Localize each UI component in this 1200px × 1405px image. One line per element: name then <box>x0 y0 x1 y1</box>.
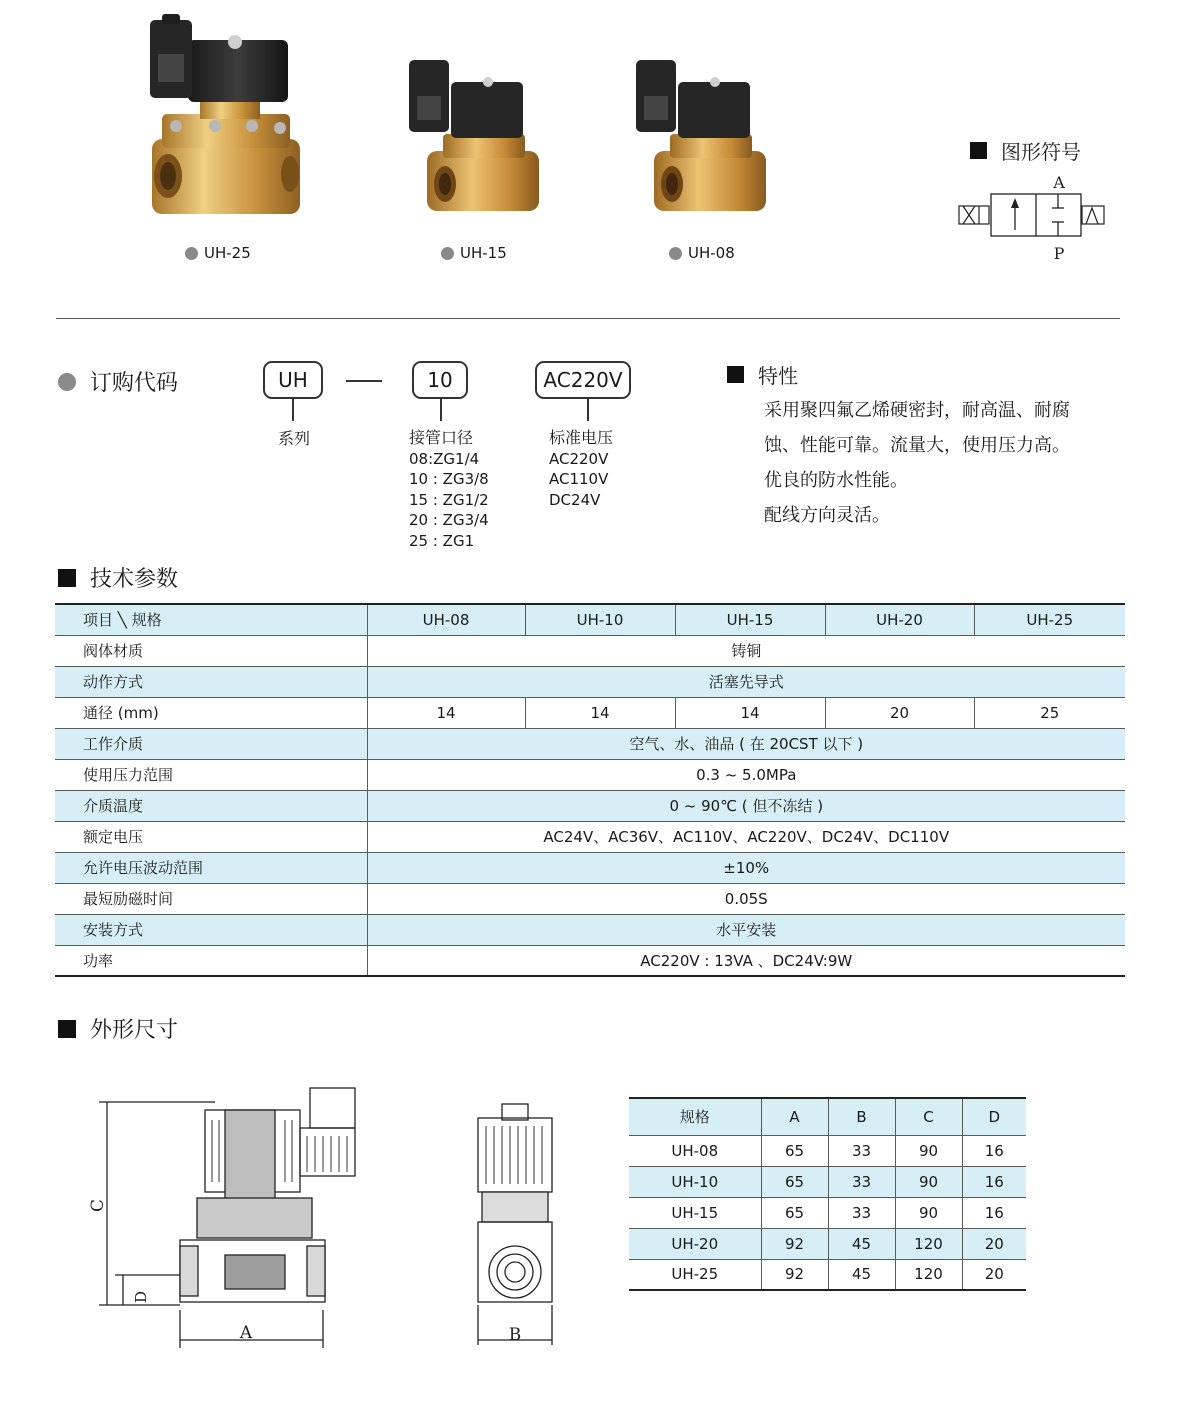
row-label: 工作介质 <box>55 728 367 759</box>
model-column-header: UH-25 <box>974 604 1125 635</box>
table-row <box>55 821 1125 852</box>
table-row <box>55 883 1125 914</box>
connector-line <box>587 399 589 421</box>
code-box-port: 10 <box>412 361 468 399</box>
dimension-c-label: C <box>88 1198 108 1212</box>
table-cell: UH-20 <box>629 1228 761 1259</box>
row-value: 0 ~ 90℃ ( 但不冻结 ) <box>367 790 1125 821</box>
code-box-voltage: AC220V <box>535 361 631 399</box>
valve-uh25-photo <box>140 14 310 224</box>
valve-section-drawing <box>85 1080 375 1355</box>
table-row <box>55 914 1125 945</box>
series-label: 系列 <box>278 429 311 448</box>
table-cell: 45 <box>828 1228 895 1259</box>
bullet-dot <box>441 247 454 260</box>
features-text <box>764 393 1070 533</box>
column-header: D <box>962 1098 1026 1135</box>
table-cell: 33 <box>828 1135 895 1166</box>
row-cell: 14 <box>525 697 675 728</box>
table-cell: 65 <box>761 1166 828 1197</box>
port-size-list <box>409 428 489 551</box>
table-cell: 90 <box>895 1135 962 1166</box>
port-size-title: 接管口径 <box>409 428 474 447</box>
table-row <box>55 728 1125 759</box>
square-bullet-icon <box>727 366 744 383</box>
feature-line: 采用聚四氟乙烯硬密封，耐高温、耐腐 <box>764 400 1070 421</box>
model-column-header: UH-10 <box>525 604 675 635</box>
section-divider <box>56 318 1120 319</box>
port-size-option: 20 : ZG3/4 <box>409 511 489 529</box>
table-cell: 90 <box>895 1197 962 1228</box>
row-label: 通径 (mm) <box>55 697 367 728</box>
dimension-table <box>629 1097 1026 1291</box>
row-label: 允许电压波动范围 <box>55 852 367 883</box>
model-column-header: UH-20 <box>825 604 974 635</box>
table-cell: 92 <box>761 1259 828 1290</box>
row-label: 阀体材质 <box>55 635 367 666</box>
table-cell: UH-10 <box>629 1166 761 1197</box>
row-cell: 14 <box>675 697 825 728</box>
product-label-uh15: UH-15 <box>441 244 507 262</box>
tech-heading: 技术参数 <box>58 562 178 593</box>
connector-line <box>440 399 442 421</box>
table-cell: 65 <box>761 1135 828 1166</box>
code-dash <box>346 380 382 382</box>
voltage-option: DC24V <box>549 490 601 509</box>
model-column-header: UH-08 <box>367 604 525 635</box>
row-value: 空气、水、油品 ( 在 20CST 以下 ) <box>367 728 1125 759</box>
table-cell: UH-15 <box>629 1197 761 1228</box>
valve-uh08-photo <box>632 56 777 216</box>
features-heading: 特性 <box>727 360 798 389</box>
table-row <box>629 1166 1026 1197</box>
valve-uh15-photo <box>405 56 550 216</box>
table-row <box>55 945 1125 976</box>
product-label-uh08: UH-08 <box>669 244 735 262</box>
table-row <box>629 1135 1026 1166</box>
dimensions-heading: 外形尺寸 <box>58 1013 178 1044</box>
table-row <box>629 1197 1026 1228</box>
row-value: AC24V、AC36V、AC110V、AC220V、DC24V、DC110V <box>367 821 1125 852</box>
feature-line: 蚀、性能可靠。流量大，使用压力高。 <box>764 435 1070 456</box>
table-row <box>55 666 1125 697</box>
table-row <box>629 1259 1026 1290</box>
connector-line <box>292 399 294 421</box>
square-bullet-icon <box>970 142 987 159</box>
valve-graphic-symbol <box>955 172 1115 264</box>
port-size-option: 10 : ZG3/8 <box>409 470 489 488</box>
feature-line: 优良的防水性能。 <box>764 470 908 491</box>
product-label-uh25: UH-25 <box>185 244 251 262</box>
row-label: 动作方式 <box>55 666 367 697</box>
port-a-label: A <box>1053 173 1065 192</box>
port-p-label: P <box>1053 244 1065 263</box>
square-bullet-icon <box>58 1020 76 1038</box>
table-cell: 33 <box>828 1166 895 1197</box>
voltage-option: AC110V <box>549 470 609 488</box>
row-label: 最短励磁时间 <box>55 883 367 914</box>
row-label: 安装方式 <box>55 914 367 945</box>
dimension-a-label: A <box>239 1323 253 1343</box>
table-cell: 20 <box>984 1265 1004 1284</box>
table-row <box>55 635 1125 666</box>
column-header: 规格 <box>629 1098 761 1135</box>
row-label: 介质温度 <box>55 790 367 821</box>
feature-line: 配线方向灵活。 <box>764 505 890 526</box>
valve-front-drawing <box>468 1100 568 1355</box>
port-size-option: 25 : ZG1 <box>409 531 475 550</box>
code-box-series: UH <box>263 361 323 399</box>
order-heading: 订购代码 <box>58 366 178 397</box>
table-cell: 16 <box>962 1135 1026 1166</box>
row-label: 使用压力范围 <box>55 759 367 790</box>
column-header: C <box>895 1098 962 1135</box>
table-cell: 90 <box>895 1166 962 1197</box>
port-size-option: 15 : ZG1/2 <box>409 490 489 509</box>
voltage-list <box>549 428 613 510</box>
table-cell: 120 <box>895 1259 962 1290</box>
table-row <box>55 790 1125 821</box>
table-cell: 20 <box>962 1228 1026 1259</box>
voltage-title: 标准电压 <box>549 428 614 447</box>
table-row <box>55 697 1125 728</box>
row-value: AC220V : 13VA 、DC24V:9W <box>640 951 853 970</box>
table-cell: 16 <box>962 1166 1026 1197</box>
table-cell: 65 <box>761 1197 828 1228</box>
table-row <box>55 852 1125 883</box>
row-cell: 20 <box>825 697 974 728</box>
symbol-heading: 图形符号 <box>970 136 1081 165</box>
row-value: 0.05S <box>367 883 1125 914</box>
row-label: 功率 <box>55 945 367 976</box>
bullet-dot <box>669 247 682 260</box>
table-cell: 92 <box>761 1228 828 1259</box>
dimension-d-label: D <box>132 1290 150 1303</box>
row-label: 额定电压 <box>55 821 367 852</box>
table-cell: 16 <box>962 1197 1026 1228</box>
table-cell: 33 <box>828 1197 895 1228</box>
table-cell: 45 <box>828 1259 895 1290</box>
row-value: 活塞先导式 <box>367 666 1125 697</box>
model-column-header: UH-15 <box>675 604 825 635</box>
row-value: 铸铜 <box>367 635 1125 666</box>
tech-spec-table <box>55 603 1125 977</box>
row-value: ±10% <box>367 852 1125 883</box>
row-cell: 14 <box>367 697 525 728</box>
row-value: 水平安装 <box>367 914 1125 945</box>
table-header-label: 项目 ╲ 规格 <box>55 604 367 635</box>
column-header: A <box>761 1098 828 1135</box>
row-value: 0.3 ~ 5.0MPa <box>367 759 1125 790</box>
port-size-option: 08:ZG1/4 <box>409 449 480 468</box>
bullet-dot <box>58 373 76 391</box>
table-header-row <box>629 1098 1026 1135</box>
table-cell: 120 <box>895 1228 962 1259</box>
table-row <box>55 759 1125 790</box>
dimension-b-label: B <box>508 1325 522 1345</box>
voltage-option: AC220V <box>549 449 609 468</box>
table-row <box>629 1228 1026 1259</box>
row-cell: 25 <box>974 697 1125 728</box>
table-cell: UH-25 <box>629 1259 761 1290</box>
table-cell: UH-08 <box>629 1135 761 1166</box>
square-bullet-icon <box>58 569 76 587</box>
table-header-row <box>55 604 1125 635</box>
column-header: B <box>828 1098 895 1135</box>
bullet-dot <box>185 247 198 260</box>
